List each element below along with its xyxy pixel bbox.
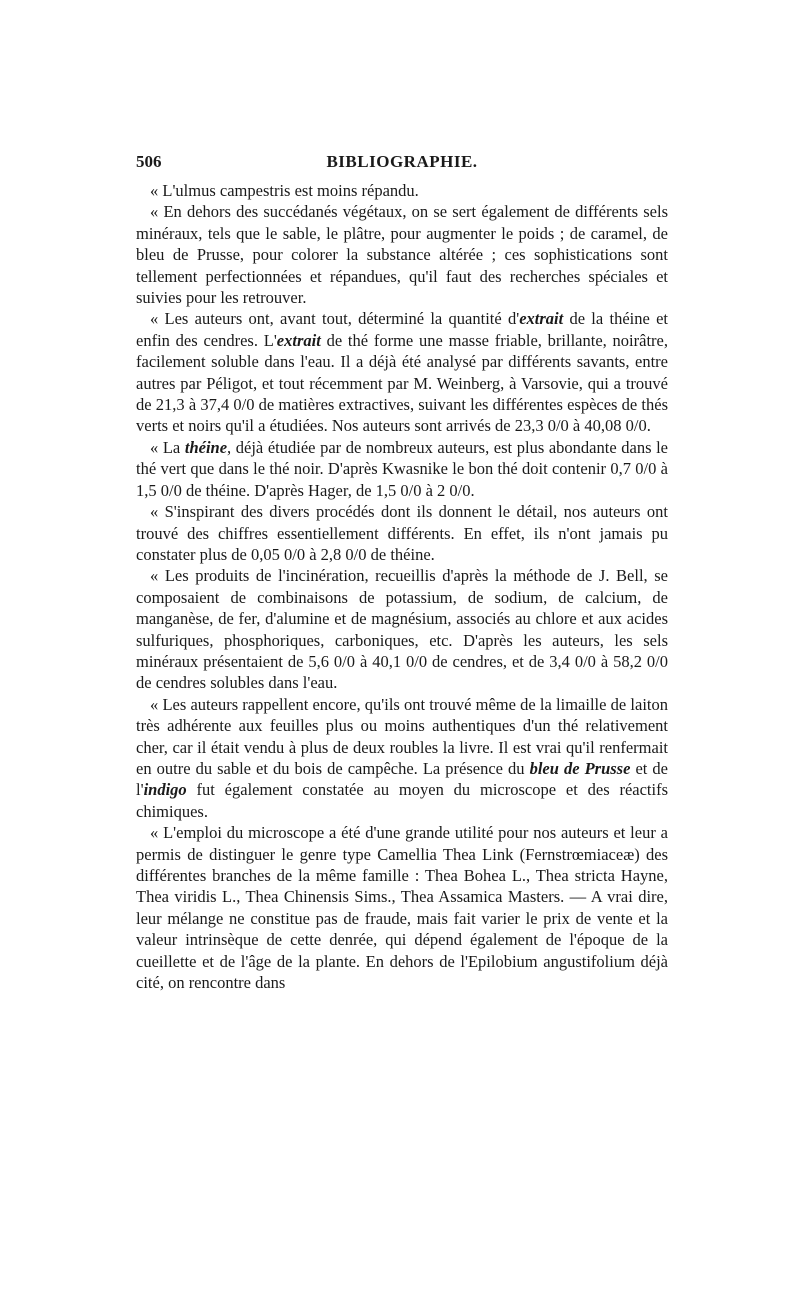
italic-term: bleu de Prusse [529,758,631,778]
paragraph-microscope: « L'emploi du microscope a été d'une grande utilité pour nos auteurs et leur a permis de distinguer le genre type Camellia Thea Link (Fernstrœmiaceæ) des différentes branches de la même famille : Thea Bohea L., Thea stricta Hayne, Thea viridis L., Thea Chinensis Sims., Thea Assamica Masters. — A vrai dire, leur mélange ne constitue pas de fraude, mais fait varier le prix de vente et la valeur intrinsèque de cette denrée, qui dépend également de l'époque de la cueillette et de l'âge de la plante. En dehors de l'Epilobium angustifolium déjà cité, on rencontre dans [136,823,668,993]
italic-term: indigo [143,780,187,800]
page-header [136,150,668,174]
paragraph-procedures: « S'inspirant des divers procédés dont ils donnent le détail, nos auteurs ont trouvé des chiffres essentiellement différents. En effet, ils n'ont jamais pu constater plus de 0,05 0/0 à 2,8 0/0 de théine. [136,502,668,564]
paragraph-theine: « La théine, déjà étudiée par de nombreux auteurs, est plus abondante dans le thé vert que dans le thé noir. D'après Kwasnike le bon thé doit contenir 0,7 0/0 à 1,5 0/0 de théine. D'après Hager, de 1,5 0/0 à 2 0/0. [136,437,668,500]
running-title: BIBLIOGRAPHIE. [326,152,478,171]
paragraph-brass-filings: « Les auteurs rappellent encore, qu'ils ont trouvé même de la limaille de laiton très adhérente aux feuilles plus ou moins authentiques d'un thé relativement cher, car il était vendu à plus de deux roubles la livre. Il est vrai qu'il renfermait en outre du sable et du bois de campêche. La présence du bleu de Prusse et de l'indigo fut également constatée au moyen du microscope et des réactifs chimiques. [136,694,669,821]
italic-term: extrait [519,309,564,329]
book-page [136,150,668,993]
paragraph-extract: « Les auteurs ont, avant tout, déterminé la quantité d'extrait de la théine et enfin des cendres. L'extrait de thé forme une masse friable, brillante, noirâtre, facilement soluble dans l'eau. Il a déjà été analysé par différents savants, entre autres par Péligot, et tout récemment par M. Weinberg, à Varsovie, qui a trouvé de 21,3 à 37,4 0/0 de matières extractives, suivant les différentes espèces de thés verts et noirs qu'il a étudiées. Nos auteurs sont arrivés de 23,3 0/0 à 40,08 0/0. [136,309,668,436]
paragraph-ulmus: « L'ulmus campestris est moins répandu. [150,181,419,200]
paragraph-incineration: « Les produits de l'incinération, recueillis d'après la méthode de J. Bell, se composaient de combinaisons de potassium, de sodium, de calcium, de manganèse, de fer, d'alumine et de magnésium, associés au chlore et aux acides sulfuriques, phosphoriques, carboniques, etc. D'après les auteurs, les sels minéraux présentaient de 5,6 0/0 à 40,1 0/0 de cendres, et de 3,4 0/0 à 58,2 0/0 de cendres solubles dans l'eau. [136,566,668,693]
italic-term: théine [184,437,228,457]
italic-term: extrait [276,330,321,350]
page-number: 506 [136,152,162,171]
paragraph-mineral-salts: « En dehors des succédanés végétaux, on se sert également de différents sels minéraux, tels que le sable, le plâtre, pour augmenter le poids ; de caramel, de bleu de Prusse, pour colorer la substance altérée ; ces sophistications sont tellement perfectionnées et répandues, qu'il faut des recherches spéciales et suivies pour les retrouver. [136,202,668,308]
